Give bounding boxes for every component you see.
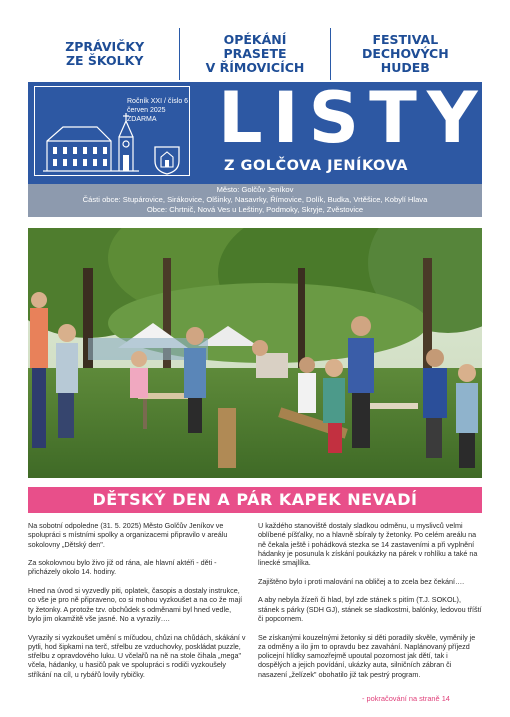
childrens-day-photo xyxy=(28,228,482,478)
teaser-brass-festival[interactable]: FESTIVAL DECHOVÝCH HUDEB xyxy=(330,28,480,80)
places-strip xyxy=(28,184,482,217)
paragraph: Hned na úvod si vyzvedly piti, oplatek, časopis a dostaly instrukce, co vše je pro ně připraveno, co si mohou vyzkoušet a na co že mají ty žetonky. A protože tzv. obchůdek s odměnami byl hned vedle, bylo jim okamžitě vše jasné. No a vyrazily…. xyxy=(28,586,243,623)
masthead-subtitle: Z GOLČOVA JENÍKOVA xyxy=(224,158,408,174)
church-icon xyxy=(41,111,141,173)
teaser-bar xyxy=(30,28,480,80)
teaser-kindergarten[interactable]: ZPRÁVIČKY ZE ŠKOLKY xyxy=(65,39,145,68)
article-column-left xyxy=(28,521,246,688)
issue-date: červen 2025 xyxy=(127,107,166,114)
teaser-pig-roast[interactable]: OPÉKÁNÍ PRASETE V ŘÍMOVICÍCH xyxy=(179,28,329,80)
paragraph: U každého stanoviště dostaly sladkou odměnu, u myslivců velmi oblíbené píšťalky, no a hlavně sbíraly ty žetonky. Po celém areálu na ně čekala ještě i pohádková stezka se 14 zastaveními a při vyplnění hádanky je posunula k získání poukázky na párek v rohlíku a také na linecké smajlíka. xyxy=(258,521,478,568)
villages-line: Obce: Chrtnič, Nová Ves u Leštiny, Podmoky, Skryje, Zvěstovice xyxy=(146,205,364,214)
paragraph: Zajištěno bylo i proti malování na obličej a to zcela bez čekání…. xyxy=(258,576,465,586)
issue-price: ZDARMA xyxy=(127,116,157,123)
issue-box xyxy=(34,86,190,176)
paragraph: Na sobotní odpoledne (31. 5. 2025) Město Golčův Jeníkov ve spolupráci s místními spolky a organizacemi připravilo v areálu sokolovny „Dětský den". xyxy=(28,521,228,549)
article-column-right xyxy=(258,521,482,688)
paragraph: Se získanými kouzelnými žetonky si děti poradily skvěle, vyměnily je za odměny a ilo jim to opravdu bez zavahání. Naplánovaný příjezd policejní hlídky samozřejmě upoutal pozornost jak dětí, tak i dospělých a jejich povídání, ukázky auta, silničních zábran či nasazení „želízek" obohatilo již tak pestrý program. xyxy=(258,632,476,679)
paragraph: A aby nebyla žízeň či hlad, byl zde stánek s pitím (T.J. SOKOL), stánek s párky (SDH GJ), stánek se sladkostmi, balónky, ledovou tříští či popcornem. xyxy=(258,595,482,623)
paragraph: Vyrazily si vyzkoušet umění s míčudou, chůzi na chůdách, skákání v pytli, hod šipkami na terč, střelbu ze vzduchovky, poskládat puzzle, střelbu z opravdového luku. U včelařů na ně na stole čihala „mega" včela, hádanky, u hasičů pak ve spolupráci s rodiči vyzkoušely stříkání na cíl, u rybářů lovily rybičky. xyxy=(28,632,246,679)
masthead xyxy=(28,77,488,184)
issue-number: Ročník XXI / číslo 6 xyxy=(127,98,189,105)
issue-info xyxy=(127,97,188,124)
parts-line: Části obce: Stupárovice, Sirákovice, Olšinky, Nasavrky, Římovice, Dolík, Budka, Vrtěšice, Kobylí Hlava xyxy=(82,195,428,204)
coat-of-arms-icon xyxy=(153,145,181,175)
masthead-title: LISTY xyxy=(218,77,488,159)
town-line: Město: Golčův Jeníkov xyxy=(216,185,294,194)
article-headline: DĚTSKÝ DEN A PÁR KAPEK NEVADÍ xyxy=(28,487,482,513)
continued-link[interactable]: - pokračování na straně 14 xyxy=(362,694,450,703)
paragraph: Za sokolovnou bylo živo již od rána, ale hlavní aktéři - děti - přicházely okolo 14. hodiny. xyxy=(28,558,217,577)
